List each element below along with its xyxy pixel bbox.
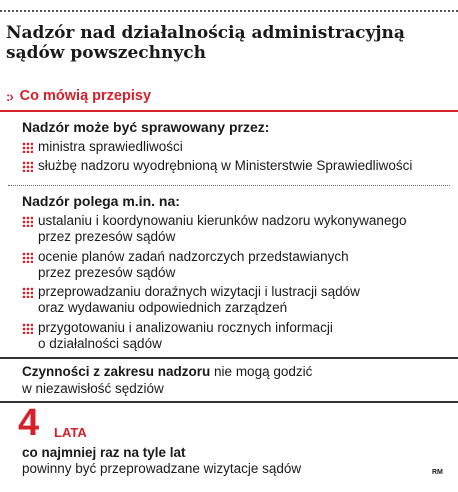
block2-title: Nadzór polega m.in. na: (22, 193, 180, 209)
section-header (6, 88, 151, 104)
list-item (22, 320, 333, 352)
list-item-text: ministra sprawiedliwości (38, 139, 183, 154)
dotted-bullet-icon (22, 142, 33, 153)
note (22, 363, 442, 397)
dotted-bullet-icon (22, 323, 33, 334)
stat-label: co najmniej raz na tyle lat (22, 445, 186, 460)
list-item (22, 213, 406, 245)
note-rest: nie mogą godzić (210, 364, 313, 379)
solid-divider (0, 401, 458, 403)
title-line-1: Nadzór nad działalnością administracyjną (6, 23, 405, 43)
chevron-right-icon: :› (6, 88, 13, 104)
dotted-divider (8, 185, 450, 186)
list-item-text: służbę nadzoru wyodrębnioną w Ministerstwie Sprawiedliwości (38, 158, 413, 173)
list-item-text: przygotowaniu i analizowaniu rocznych informacji o działalności sądów (38, 320, 333, 351)
note-line-2: w niezawisłość sędziów (22, 381, 164, 396)
list-item (22, 249, 349, 281)
list-item-text: ustalaniu i koordynowaniu kierunków nadzoru wykonywanego przez prezesów sądów (38, 213, 407, 244)
section-red-rule (0, 110, 458, 112)
list-item-text: przeprowadzaniu doraźnych wizytacji i lustracji sądów oraz wydawaniu odpowiednich zarządzeń (38, 284, 360, 315)
stat-number: 4 (18, 402, 40, 444)
section-label: Co mówią przepisy (19, 88, 152, 104)
list-item (22, 284, 360, 316)
dotted-bullet-icon (22, 252, 33, 263)
credit: RM (432, 469, 443, 476)
block1-title: Nadzór może być sprawowany przez: (22, 119, 270, 135)
solid-divider (0, 357, 458, 359)
note-bold: Czynności z zakresu nadzoru (22, 364, 211, 379)
dotted-bullet-icon (22, 216, 33, 227)
page-title (6, 23, 446, 63)
dotted-bullet-icon (22, 287, 33, 298)
dotted-bullet-icon (22, 161, 33, 172)
list-item (22, 139, 183, 155)
stat-description: powinny być przeprowadzane wizytacje sądów (22, 461, 302, 476)
top-dotted-rule (0, 10, 458, 12)
list-item (22, 158, 412, 174)
list-item-text: ocenie planów zadań nadzorczych przedstawianych przez prezesów sądów (38, 249, 349, 280)
stat-unit: LATA (54, 425, 87, 440)
title-line-2: sądów powszechnych (6, 43, 206, 63)
